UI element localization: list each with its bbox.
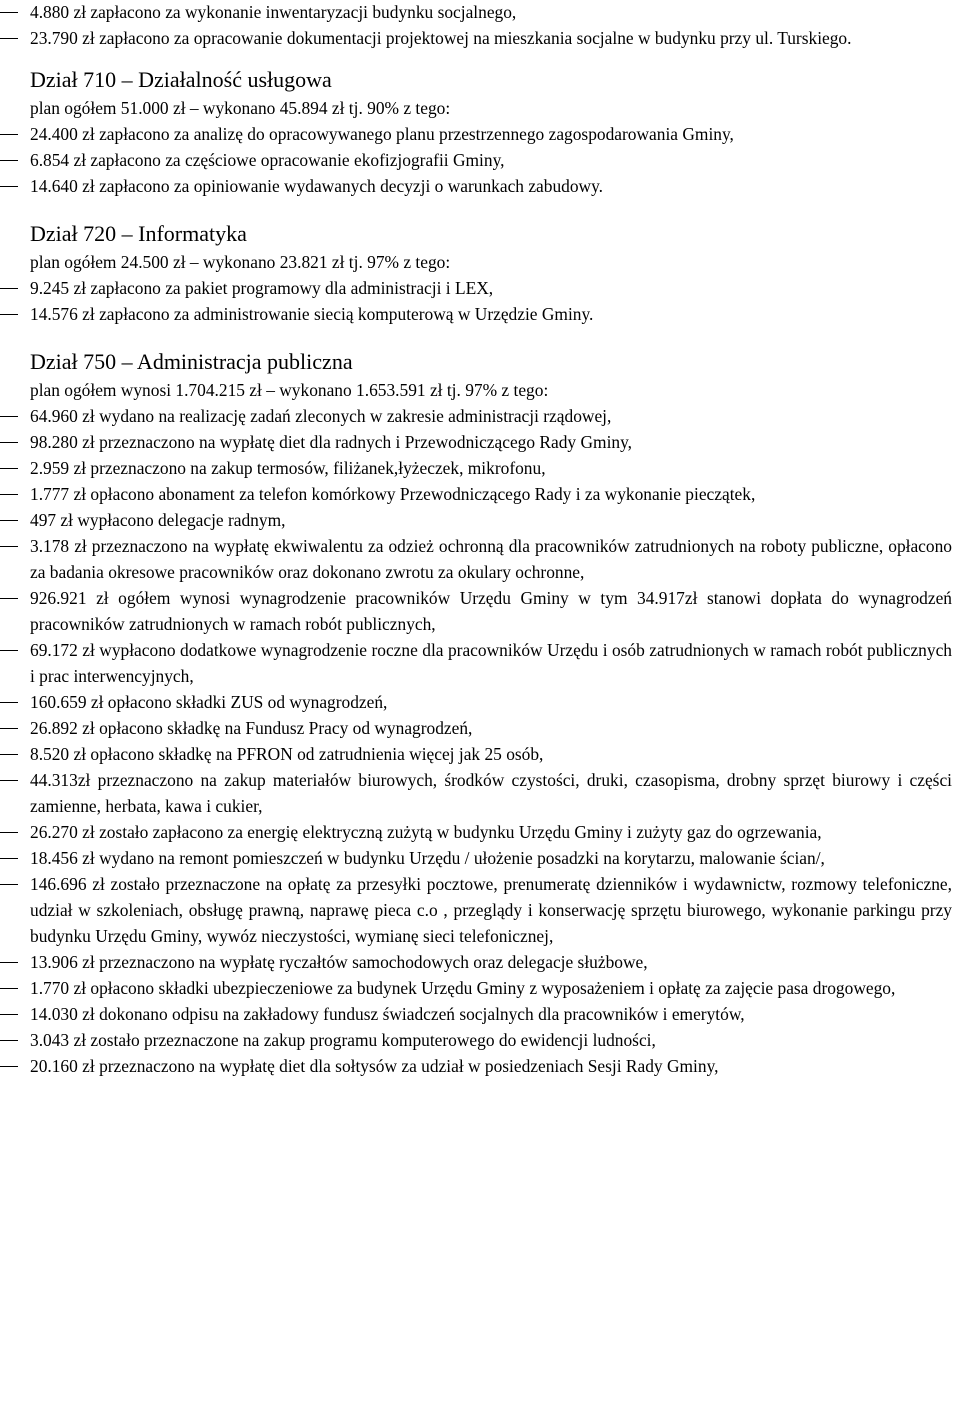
section-heading: Dział 720 – Informatyka — [30, 221, 247, 246]
list-item: 1.770 zł opłacono składki ubezpieczeniowe za budynek Urzędu Gminy z wyposażeniem i opłatę za zajęcie pasa drogowego, — [30, 975, 952, 1001]
list-item: 3.043 zł zostało przeznaczone na zakup programu komputerowego do ewidencji ludności, — [30, 1027, 952, 1053]
list-item: 2.959 zł przeznaczono na zakup termosów, filiżanek,łyżeczek, mikrofonu, — [30, 455, 952, 481]
section-dzial-720 — [30, 219, 952, 327]
section-heading: Dział 710 – Działalność usługowa — [30, 67, 332, 92]
list-item: 3.178 zł przeznaczono na wypłatę ekwiwalentu za odzież ochronną dla pracowników zatrudnionych na roboty publiczne, opłacono za badania okresowe pracowników oraz dokonano zwrotu za okulary ochronne, — [30, 533, 952, 585]
list-item: 160.659 zł opłacono składki ZUS od wynagrodzeń, — [30, 689, 952, 715]
intro-list — [30, 0, 952, 51]
list-item: 146.696 zł zostało przeznaczone na opłatę za przesyłki pocztowe, prenumeratę dzienników i wydawnictw, rozmowy telefoniczne, udział w szkoleniach, obsługę prawną, naprawę pieca c.o , przeglądy i konserwację sprzętu biurowego, wykonanie parkingu przy budynku Urzędu Gminy, wywóz nieczystości, wymianę sieci telefonicznej, — [30, 871, 952, 949]
list-item: 6.854 zł zapłacono za częściowe opracowanie ekofizjografii Gminy, — [30, 147, 952, 173]
section-plan-summary: plan ogółem 51.000 zł – wykonano 45.894 zł tj. 90% z tego: — [30, 98, 451, 118]
list-item: 23.790 zł zapłacono za opracowanie dokumentacji projektowej na mieszkania socjalne w budynku przy ul. Turskiego. — [30, 25, 952, 51]
list-item: 4.880 zł zapłacono za wykonanie inwentaryzacji budynku socjalnego, — [30, 0, 952, 25]
list-item: 926.921 zł ogółem wynosi wynagrodzenie pracowników Urzędu Gminy w tym 34.917zł stanowi dopłata do wynagrodzeń pracowników zatrudnionych w ramach robót publicznych, — [30, 585, 952, 637]
list-item: 20.160 zł przeznaczono na wypłatę diet dla sołtysów za udział w posiedzeniach Sesji Rady Gminy, — [30, 1053, 952, 1079]
section-dzial-710 — [30, 65, 952, 199]
list-item: 9.245 zł zapłacono za pakiet programowy dla administracji i LEX, — [30, 275, 952, 301]
list-item: 8.520 zł opłacono składkę na PFRON od zatrudnienia więcej jak 25 osób, — [30, 741, 952, 767]
list-item: 1.777 zł opłacono abonament za telefon komórkowy Przewodniczącego Rady i za wykonanie pieczątek, — [30, 481, 952, 507]
list-item: 69.172 zł wypłacono dodatkowe wynagrodzenie roczne dla pracowników Urzędu i osób zatrudnionych w ramach robót publicznych i prac interwencyjnych, — [30, 637, 952, 689]
list-item: 14.640 zł zapłacono za opiniowanie wydawanych decyzji o warunkach zabudowy. — [30, 173, 952, 199]
list-item: 14.030 zł dokonano odpisu na zakładowy fundusz świadczeń socjalnych dla pracowników i emerytów, — [30, 1001, 952, 1027]
section-plan-summary: plan ogółem wynosi 1.704.215 zł – wykonano 1.653.591 zł tj. 97% z tego: — [30, 380, 549, 400]
section-plan-summary: plan ogółem 24.500 zł – wykonano 23.821 zł tj. 97% z tego: — [30, 252, 451, 272]
list-item: 13.906 zł przeznaczono na wypłatę ryczałtów samochodowych oraz delegacje służbowe, — [30, 949, 952, 975]
list-item: 14.576 zł zapłacono za administrowanie siecią komputerową w Urzędzie Gminy. — [30, 301, 952, 327]
list-item: 98.280 zł przeznaczono na wypłatę diet dla radnych i Przewodniczącego Rady Gminy, — [30, 429, 952, 455]
list-item: 26.892 zł opłacono składkę na Fundusz Pracy od wynagrodzeń, — [30, 715, 952, 741]
list-item: 497 zł wypłacono delegacje radnym, — [30, 507, 952, 533]
list-item: 64.960 zł wydano na realizację zadań zleconych w zakresie administracji rządowej, — [30, 403, 952, 429]
list-item: 18.456 zł wydano na remont pomieszczeń w budynku Urzędu / ułożenie posadzki na korytarzu, malowanie ścian/, — [30, 845, 952, 871]
list-item: 44.313zł przeznaczono na zakup materiałów biurowych, środków czystości, druki, czasopisma, drobny sprzęt biurowy i części zamienne, herbata, kawa i cukier, — [30, 767, 952, 819]
section-dzial-750 — [30, 347, 952, 1079]
list-item: 26.270 zł zostało zapłacono za energię elektryczną zużytą w budynku Urzędu Gminy i zużyty gaz do ogrzewania, — [30, 819, 952, 845]
list-item: 24.400 zł zapłacono za analizę do opracowywanego planu przestrzennego zagospodarowania Gminy, — [30, 121, 952, 147]
section-heading: Dział 750 – Administracja publiczna — [30, 349, 353, 374]
